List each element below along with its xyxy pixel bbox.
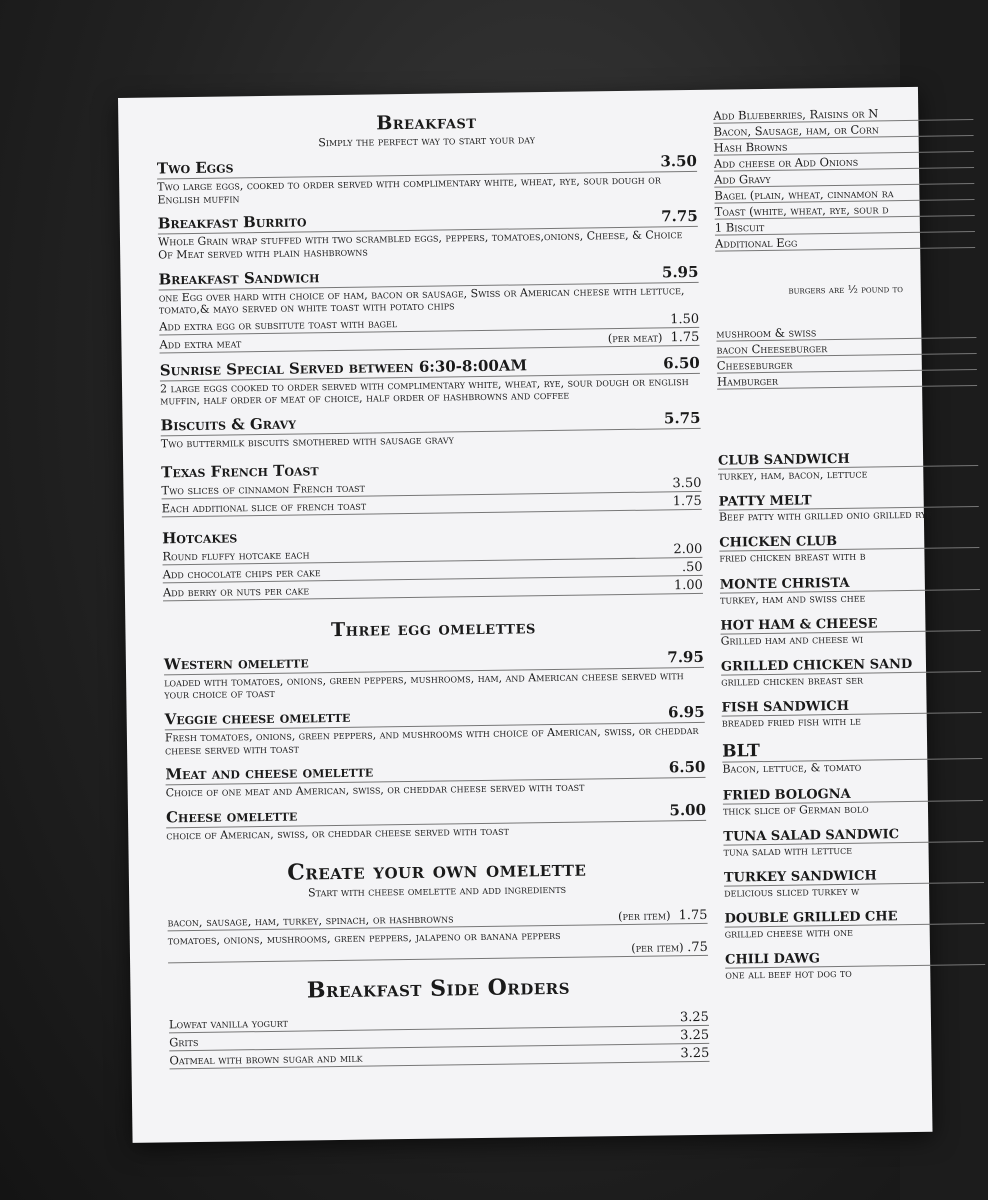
addon-row: Add Blueberries, Raisins or N <box>713 104 973 124</box>
sandwich-description: Beef patty with grilled onio grilled rye <box>718 507 933 524</box>
item-price: 5.95 <box>661 262 699 281</box>
item-name: Two Eggs <box>156 158 234 178</box>
row-label: Grits <box>169 1034 199 1049</box>
omelettes-title: Three egg omelettes <box>330 615 536 641</box>
side-orders-title: Breakfast Side Orders <box>306 973 571 1004</box>
sandwich-name: CLUB SANDWICH <box>718 450 978 470</box>
item-name: Western omelette <box>163 653 309 674</box>
row-price: .50 <box>681 559 703 575</box>
sandwich-description: turkey, ham, bacon, lettuce <box>718 467 868 483</box>
item-name: Meat and cheese omelette <box>165 762 374 784</box>
sandwich-item <box>724 908 984 941</box>
sandwich-name: FISH SANDWICH <box>721 697 981 717</box>
right-column <box>713 104 985 982</box>
menu-item <box>160 409 700 451</box>
item-description: Fresh tomatoes, onions, green peppers, and mushrooms with choice of American, swiss, or cheddar cheese served with toast <box>164 724 699 758</box>
addon-row: Bagel (plain, wheat, cinnamon ra <box>714 184 974 204</box>
item-price: 3.50 <box>660 151 698 171</box>
row-price: 1.75 <box>672 493 702 510</box>
burger-note: burgers are ½ pound to <box>788 283 904 297</box>
row-label: Two slices of cinnamon French toast <box>161 480 366 498</box>
sandwich-description: fried chicken breast with b <box>719 549 866 566</box>
menu-item <box>158 262 699 353</box>
sandwich-item <box>718 450 978 483</box>
sandwich-item <box>719 491 979 524</box>
addon-row: 1 Biscuit <box>715 216 975 236</box>
item-price: 7.75 <box>661 207 698 226</box>
row-label: Add chocolate chips per cake <box>162 564 321 582</box>
item-name: Biscuits & Gravy <box>160 414 297 435</box>
sandwich-item <box>720 574 980 607</box>
burger-row: bacon Cheeseburger <box>716 338 976 358</box>
sandwich-name: CHILI DAWG <box>725 949 985 969</box>
row-price: 3.25 <box>680 1045 710 1061</box>
item-name: Breakfast Burrito <box>157 212 307 233</box>
menu-item <box>157 152 698 207</box>
row-price: 3.25 <box>679 1009 709 1025</box>
sandwich-description: thick slice of German bolo <box>722 802 869 818</box>
item-name: Sunrise Special Served between 6:30-8:00AM <box>159 356 528 380</box>
sandwich-item <box>723 826 983 859</box>
menu-item <box>166 801 706 843</box>
sandwich-name: HOT HAM & CHEESE <box>720 615 980 635</box>
row-price: 3.25 <box>680 1027 710 1043</box>
addon-row: Toast (white, wheat, rye, sour d <box>715 200 975 220</box>
item-price: 5.75 <box>663 409 701 428</box>
addon-price: 1.75 <box>670 329 700 346</box>
left-column <box>156 108 709 1069</box>
menu-page <box>118 87 933 1143</box>
item-price: 5.00 <box>669 800 707 820</box>
addon-row: Add Gravy <box>714 168 974 188</box>
menu-item <box>158 207 699 262</box>
item-description: 2 large eggs cooked to order served with complimentary white, wheat, rye, sour dough or english muffin, half order of meat of choice, half order of hashbrowns and coffee <box>159 374 689 408</box>
row-label: Round fluffy hotcake each <box>162 547 310 564</box>
sandwich-description: Bacon, lettuce, & tomato <box>722 761 862 776</box>
menu-item <box>161 456 702 518</box>
sandwich-name: GRILLED CHICKEN SAND <box>721 656 981 676</box>
sandwich-name: BLT <box>722 738 982 763</box>
item-description: Two large eggs, cooked to order served with complimentary white, wheat, rye, sour dough or English muffin <box>157 173 661 207</box>
item-description: Choice of one meat and American, swiss, or cheddar cheese served with toast <box>165 780 585 800</box>
sandwich-description: grilled cheese with one <box>724 925 853 941</box>
addon-row: Hash Browns <box>714 136 974 156</box>
item-name: Cheese omelette <box>165 806 298 827</box>
menu-item <box>164 648 705 703</box>
sandwich-item <box>725 949 985 982</box>
sandwich-description: Grilled ham and cheese wi <box>720 632 864 648</box>
sandwich-item <box>722 738 982 776</box>
sandwich-name: PATTY MELT <box>719 491 979 511</box>
addon-label: Add extra meat <box>159 336 242 352</box>
breakfast-subtitle: Simply the perfect way to start your day <box>318 133 536 150</box>
addon-note: (per meat) <box>607 330 663 346</box>
row-price: .75 <box>687 939 709 955</box>
sandwich-description: breaded fried fish with le <box>721 714 862 730</box>
item-price: 7.95 <box>667 647 704 667</box>
sandwich-description: turkey, ham and swiss chee <box>719 591 866 607</box>
addon-price: 1.50 <box>670 311 700 328</box>
item-name: Texas French Toast <box>161 461 319 482</box>
sandwich-item <box>723 784 983 817</box>
sandwich-name: DOUBLE GRILLED CHE <box>724 908 984 928</box>
row-note: (per item) <box>618 907 671 923</box>
item-price: 6.50 <box>663 353 700 373</box>
row-price: 1.75 <box>678 907 708 923</box>
burger-row: mushroom & swiss <box>716 322 976 342</box>
item-name: Veggie cheese omelette <box>164 707 351 729</box>
item-price: 6.50 <box>668 758 706 777</box>
sandwich-name: TURKEY SANDWICH <box>724 867 984 887</box>
menu-item <box>165 703 706 758</box>
sandwich-item <box>721 656 981 689</box>
item-description: Two buttermilk biscuits smothered with sausage gravy <box>160 433 455 451</box>
menu-item <box>165 758 705 800</box>
sandwich-item <box>719 532 979 565</box>
sandwich-name: TUNA SALAD SANDWIC <box>723 826 983 846</box>
addon-label: Add extra egg or subsitute toast with bagel <box>159 315 398 334</box>
create-omelette-subtitle: Start with cheese omelette and add ingredients <box>307 882 567 900</box>
sandwich-description: grilled chicken breast ser <box>721 673 864 689</box>
menu-item <box>160 354 701 409</box>
sandwich-description: delicious sliced turkey w <box>724 884 860 900</box>
item-name: Hotcakes <box>162 528 238 548</box>
breakfast-title: Breakfast <box>376 110 477 135</box>
sandwich-item <box>724 867 984 900</box>
burger-row: Cheeseburger <box>717 354 977 374</box>
row-label: Add berry or nuts per cake <box>162 583 310 600</box>
row-price: 2.00 <box>673 541 703 558</box>
item-description: loaded with tomatoes, onions, green peppers, mushrooms, ham, and American cheese served with your choice of toast <box>164 668 684 702</box>
sandwich-item <box>720 615 980 648</box>
create-omelette-title: Create your own omelette <box>287 855 587 886</box>
row-price: 1.00 <box>673 577 703 594</box>
addon-row: Add cheese or Add Onions <box>714 152 974 172</box>
item-description: choice of American, swiss, or cheddar cheese served with toast <box>166 824 509 843</box>
ingredient-row <box>168 923 708 963</box>
sandwich-description: one all beef hot dog to <box>725 967 852 982</box>
item-description: one Egg over hard with choice of ham, bacon or sausage, Swiss or American cheese with lettuce, tomato,& mayo served on white toast with potato chips <box>158 283 685 317</box>
item-price: 6.95 <box>667 702 705 722</box>
row-label: Oatmeal with brown sugar and milk <box>169 1050 363 1067</box>
sandwich-item <box>721 697 981 730</box>
item-description: Whole Grain wrap stuffed with two scrambled eggs, peppers, tomatoes,onions, Cheese, & Choice Of Meat served with plain hashbrowns <box>157 228 683 262</box>
row-label: tomatoes, onions, mushrooms, green peppers, jalapeno or banana peppers <box>167 927 561 947</box>
row-label: Lowfat vanilla yogurt <box>168 1015 289 1031</box>
burger-row: Hamburger <box>717 370 977 390</box>
item-name: Breakfast Sandwich <box>158 267 320 289</box>
addon-row: Additional Egg <box>715 232 975 252</box>
addon-row: Bacon, Sausage, ham, or Corn <box>713 120 973 140</box>
row-note: (per item) <box>631 939 684 955</box>
row-label: bacon, sausage, ham, turkey, spinach, or hashbrowns <box>167 911 454 929</box>
row-price: 3.50 <box>672 475 702 492</box>
sandwich-description: tuna salad with lettuce <box>723 843 853 859</box>
menu-item <box>162 522 703 602</box>
sandwich-name: MONTE CHRISTA <box>720 574 980 594</box>
sandwich-name: CHICKEN CLUB <box>719 532 979 552</box>
sandwich-name: FRIED BOLOGNA <box>723 784 983 804</box>
row-label: Each additional slice of french toast <box>161 498 367 516</box>
